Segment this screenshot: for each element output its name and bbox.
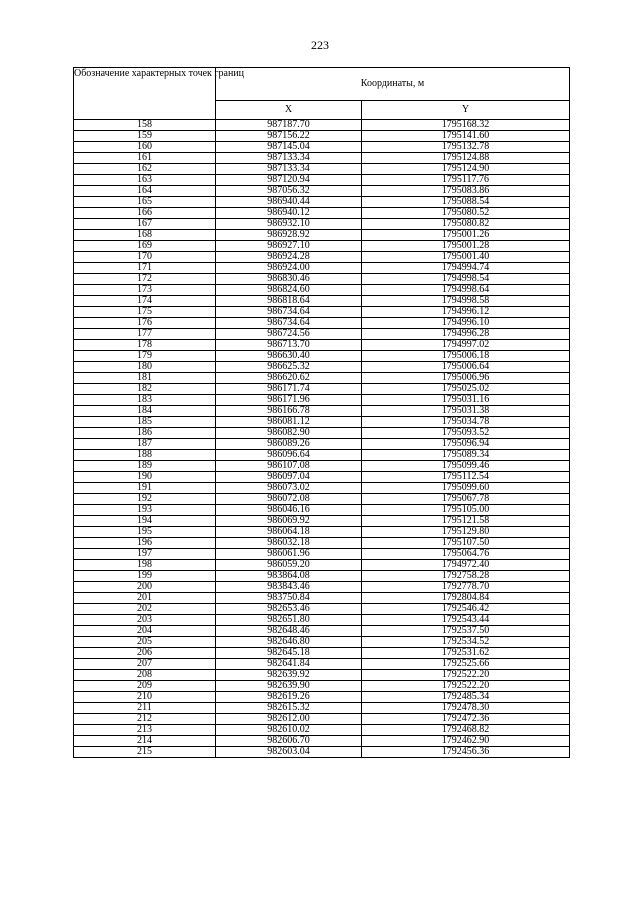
point-id-cell: 204 (74, 626, 216, 637)
point-id-cell: 178 (74, 340, 216, 351)
x-coordinate-cell: 986940.12 (216, 208, 362, 219)
x-coordinate-cell: 986089.26 (216, 439, 362, 450)
y-coordinate-cell: 1792472.36 (362, 714, 570, 725)
table-row (74, 208, 570, 219)
point-id-cell: 162 (74, 164, 216, 175)
point-id-cell: 174 (74, 296, 216, 307)
table-row (74, 131, 570, 142)
x-coordinate-cell: 982639.92 (216, 670, 362, 681)
point-id-cell: 205 (74, 637, 216, 648)
table-row (74, 483, 570, 494)
y-coordinate-cell: 1795031.16 (362, 395, 570, 406)
table-row (74, 373, 570, 384)
x-coordinate-cell: 982603.04 (216, 747, 362, 758)
y-coordinate-cell: 1792456.36 (362, 747, 570, 758)
y-coordinate-cell: 1792462.90 (362, 736, 570, 747)
table-row (74, 450, 570, 461)
point-id-cell: 170 (74, 252, 216, 263)
y-coordinate-cell: 1795006.64 (362, 362, 570, 373)
point-id-cell: 195 (74, 527, 216, 538)
point-id-cell: 202 (74, 604, 216, 615)
point-id-cell: 175 (74, 307, 216, 318)
x-coordinate-cell: 986064.18 (216, 527, 362, 538)
table-row (74, 219, 570, 230)
table-row (74, 593, 570, 604)
y-coordinate-cell: 1795001.26 (362, 230, 570, 241)
x-coordinate-cell: 986830.46 (216, 274, 362, 285)
x-coordinate-cell: 986734.64 (216, 318, 362, 329)
table-row (74, 164, 570, 175)
point-id-cell: 161 (74, 153, 216, 164)
table-row (74, 362, 570, 373)
point-id-cell: 190 (74, 472, 216, 483)
table-row (74, 692, 570, 703)
table-row (74, 461, 570, 472)
point-id-cell: 184 (74, 406, 216, 417)
x-coordinate-cell: 986924.00 (216, 263, 362, 274)
y-coordinate-cell: 1795132.78 (362, 142, 570, 153)
y-coordinate-cell: 1795099.46 (362, 461, 570, 472)
point-id-cell: 181 (74, 373, 216, 384)
y-coordinate-cell: 1795001.40 (362, 252, 570, 263)
y-coordinate-cell: 1792531.62 (362, 648, 570, 659)
point-id-cell: 187 (74, 439, 216, 450)
x-coordinate-cell: 982610.02 (216, 725, 362, 736)
point-id-cell: 198 (74, 560, 216, 571)
y-coordinate-cell: 1792525.66 (362, 659, 570, 670)
y-coordinate-cell: 1795006.18 (362, 351, 570, 362)
y-coordinate-cell: 1794998.58 (362, 296, 570, 307)
coordinates-table (73, 67, 570, 758)
table-row (74, 153, 570, 164)
point-id-cell: 188 (74, 450, 216, 461)
point-id-cell: 177 (74, 329, 216, 340)
table-row (74, 274, 570, 285)
point-id-cell: 189 (74, 461, 216, 472)
x-coordinate-cell: 987156.22 (216, 131, 362, 142)
x-coordinate-cell: 986096.64 (216, 450, 362, 461)
point-id-cell: 160 (74, 142, 216, 153)
y-coordinate-cell: 1795080.82 (362, 219, 570, 230)
y-coordinate-cell: 1792522.20 (362, 681, 570, 692)
point-id-cell: 213 (74, 725, 216, 736)
y-coordinate-cell: 1795006.96 (362, 373, 570, 384)
x-coordinate-cell: 982606.70 (216, 736, 362, 747)
point-id-cell: 172 (74, 274, 216, 285)
x-coordinate-cell: 982653.46 (216, 604, 362, 615)
x-coordinate-cell: 986073.02 (216, 483, 362, 494)
x-coordinate-cell: 983864.08 (216, 571, 362, 582)
point-id-cell: 200 (74, 582, 216, 593)
table-row (74, 252, 570, 263)
table-row (74, 681, 570, 692)
x-coordinate-cell: 986932.10 (216, 219, 362, 230)
y-coordinate-cell: 1794998.54 (362, 274, 570, 285)
point-id-cell: 201 (74, 593, 216, 604)
point-id-cell: 203 (74, 615, 216, 626)
y-coordinate-cell: 1792537.50 (362, 626, 570, 637)
table-row (74, 230, 570, 241)
table-row (74, 516, 570, 527)
table-row (74, 560, 570, 571)
y-coordinate-cell: 1795080.52 (362, 208, 570, 219)
table-row (74, 494, 570, 505)
y-coordinate-cell: 1795121.58 (362, 516, 570, 527)
x-coordinate-cell: 987133.34 (216, 153, 362, 164)
x-coordinate-cell: 982615.32 (216, 703, 362, 714)
table-row (74, 395, 570, 406)
table-row (74, 582, 570, 593)
x-coordinate-cell: 986713.70 (216, 340, 362, 351)
x-coordinate-cell: 986072.08 (216, 494, 362, 505)
x-coordinate-cell: 982612.00 (216, 714, 362, 725)
table-row (74, 241, 570, 252)
y-coordinate-cell: 1795089.34 (362, 450, 570, 461)
x-coordinate-cell: 987145.04 (216, 142, 362, 153)
table-row (74, 703, 570, 714)
x-coordinate-cell: 986620.62 (216, 373, 362, 384)
x-coordinate-cell: 986171.74 (216, 384, 362, 395)
y-coordinate-cell: 1794996.28 (362, 329, 570, 340)
point-id-cell: 186 (74, 428, 216, 439)
point-id-cell: 163 (74, 175, 216, 186)
y-coordinate-cell: 1795031.38 (362, 406, 570, 417)
x-coordinate-cell: 986107.08 (216, 461, 362, 472)
point-id-cell: 164 (74, 186, 216, 197)
point-id-cell: 191 (74, 483, 216, 494)
y-coordinate-cell: 1795117.76 (362, 175, 570, 186)
point-id-cell: 180 (74, 362, 216, 373)
y-coordinate-cell: 1792804.84 (362, 593, 570, 604)
y-coordinate-cell: 1792485.34 (362, 692, 570, 703)
x-coordinate-cell: 982619.26 (216, 692, 362, 703)
y-coordinate-cell: 1792534.52 (362, 637, 570, 648)
point-id-cell: 166 (74, 208, 216, 219)
table-row (74, 197, 570, 208)
point-id-cell: 209 (74, 681, 216, 692)
table-row (74, 626, 570, 637)
y-coordinate-cell: 1794994.74 (362, 263, 570, 274)
x-coordinate-cell: 982651.80 (216, 615, 362, 626)
y-coordinate-cell: 1795064.76 (362, 549, 570, 560)
header-coordinates: Координаты, м (216, 68, 570, 101)
x-coordinate-cell: 982641.84 (216, 659, 362, 670)
point-id-cell: 215 (74, 747, 216, 758)
y-coordinate-cell: 1795141.60 (362, 131, 570, 142)
x-coordinate-cell: 986166.78 (216, 406, 362, 417)
table-row (74, 615, 570, 626)
point-id-cell: 193 (74, 505, 216, 516)
point-id-cell: 210 (74, 692, 216, 703)
table-row (74, 439, 570, 450)
x-coordinate-cell: 986046.16 (216, 505, 362, 516)
y-coordinate-cell: 1792522.20 (362, 670, 570, 681)
table-row (74, 549, 570, 560)
x-coordinate-cell: 986940.44 (216, 197, 362, 208)
y-coordinate-cell: 1792546.42 (362, 604, 570, 615)
x-coordinate-cell: 986927.10 (216, 241, 362, 252)
point-id-cell: 168 (74, 230, 216, 241)
table-row (74, 329, 570, 340)
point-id-cell: 169 (74, 241, 216, 252)
table-row (74, 714, 570, 725)
x-coordinate-cell: 986069.92 (216, 516, 362, 527)
table-row (74, 736, 570, 747)
table-row (74, 285, 570, 296)
x-coordinate-cell: 986928.92 (216, 230, 362, 241)
table-row (74, 340, 570, 351)
page-number: 223 (311, 38, 329, 52)
table-row (74, 186, 570, 197)
y-coordinate-cell: 1795093.52 (362, 428, 570, 439)
header-point-name: Обозначение характерных точек границ (74, 68, 216, 120)
table-row (74, 725, 570, 736)
point-id-cell: 199 (74, 571, 216, 582)
x-coordinate-cell: 987056.32 (216, 186, 362, 197)
y-coordinate-cell: 1795067.78 (362, 494, 570, 505)
table-row (74, 472, 570, 483)
point-id-cell: 165 (74, 197, 216, 208)
point-id-cell: 197 (74, 549, 216, 560)
x-coordinate-cell: 983843.46 (216, 582, 362, 593)
x-coordinate-cell: 987133.34 (216, 164, 362, 175)
y-coordinate-cell: 1792543.44 (362, 615, 570, 626)
point-id-cell: 159 (74, 131, 216, 142)
y-coordinate-cell: 1794997.02 (362, 340, 570, 351)
point-id-cell: 196 (74, 538, 216, 549)
x-coordinate-cell: 986924.28 (216, 252, 362, 263)
y-coordinate-cell: 1794996.10 (362, 318, 570, 329)
x-coordinate-cell: 986097.04 (216, 472, 362, 483)
y-coordinate-cell: 1795099.60 (362, 483, 570, 494)
x-coordinate-cell: 986059.20 (216, 560, 362, 571)
x-coordinate-cell: 986081.12 (216, 417, 362, 428)
y-coordinate-cell: 1795107.50 (362, 538, 570, 549)
table-row (74, 659, 570, 670)
table-body (74, 120, 570, 758)
x-coordinate-cell: 986724.56 (216, 329, 362, 340)
point-id-cell: 214 (74, 736, 216, 747)
table-row (74, 637, 570, 648)
table-row (74, 747, 570, 758)
y-coordinate-cell: 1795168.32 (362, 120, 570, 131)
point-id-cell: 207 (74, 659, 216, 670)
x-coordinate-cell: 986824.60 (216, 285, 362, 296)
table-row (74, 384, 570, 395)
point-id-cell: 185 (74, 417, 216, 428)
y-coordinate-cell: 1792468.82 (362, 725, 570, 736)
x-coordinate-cell: 986630.40 (216, 351, 362, 362)
point-id-cell: 179 (74, 351, 216, 362)
table-row (74, 670, 570, 681)
y-coordinate-cell: 1792478.30 (362, 703, 570, 714)
table-row (74, 417, 570, 428)
x-coordinate-cell: 986061.96 (216, 549, 362, 560)
table-row (74, 351, 570, 362)
table-row (74, 307, 570, 318)
x-coordinate-cell: 987120.94 (216, 175, 362, 186)
x-coordinate-cell: 986032.18 (216, 538, 362, 549)
header-y: Y (362, 100, 570, 120)
table-row (74, 318, 570, 329)
header-x: X (216, 100, 362, 120)
table-row (74, 571, 570, 582)
point-id-cell: 176 (74, 318, 216, 329)
table-row (74, 505, 570, 516)
table-row (74, 175, 570, 186)
point-id-cell: 171 (74, 263, 216, 274)
x-coordinate-cell: 982645.18 (216, 648, 362, 659)
x-coordinate-cell: 986818.64 (216, 296, 362, 307)
point-id-cell: 173 (74, 285, 216, 296)
point-id-cell: 182 (74, 384, 216, 395)
y-coordinate-cell: 1795129.80 (362, 527, 570, 538)
point-id-cell: 206 (74, 648, 216, 659)
table-row (74, 120, 570, 131)
point-id-cell: 183 (74, 395, 216, 406)
x-coordinate-cell: 986625.32 (216, 362, 362, 373)
y-coordinate-cell: 1795001.28 (362, 241, 570, 252)
table-row (74, 648, 570, 659)
y-coordinate-cell: 1795096.94 (362, 439, 570, 450)
point-id-cell: 167 (74, 219, 216, 230)
x-coordinate-cell: 982639.90 (216, 681, 362, 692)
y-coordinate-cell: 1795124.88 (362, 153, 570, 164)
table-row (74, 263, 570, 274)
point-id-cell: 194 (74, 516, 216, 527)
table-row (74, 296, 570, 307)
table-row (74, 428, 570, 439)
table-row (74, 527, 570, 538)
point-id-cell: 212 (74, 714, 216, 725)
y-coordinate-cell: 1795112.54 (362, 472, 570, 483)
table-row (74, 604, 570, 615)
y-coordinate-cell: 1795105.00 (362, 505, 570, 516)
table-row (74, 538, 570, 549)
x-coordinate-cell: 986734.64 (216, 307, 362, 318)
y-coordinate-cell: 1794996.12 (362, 307, 570, 318)
y-coordinate-cell: 1795083.86 (362, 186, 570, 197)
y-coordinate-cell: 1795034.78 (362, 417, 570, 428)
x-coordinate-cell: 987187.70 (216, 120, 362, 131)
x-coordinate-cell: 986082.90 (216, 428, 362, 439)
x-coordinate-cell: 986171.96 (216, 395, 362, 406)
point-id-cell: 192 (74, 494, 216, 505)
y-coordinate-cell: 1794998.64 (362, 285, 570, 296)
y-coordinate-cell: 1795025.02 (362, 384, 570, 395)
x-coordinate-cell: 983750.84 (216, 593, 362, 604)
y-coordinate-cell: 1795088.54 (362, 197, 570, 208)
point-id-cell: 208 (74, 670, 216, 681)
y-coordinate-cell: 1792778.70 (362, 582, 570, 593)
x-coordinate-cell: 982646.80 (216, 637, 362, 648)
x-coordinate-cell: 982648.46 (216, 626, 362, 637)
table-row (74, 406, 570, 417)
point-id-cell: 158 (74, 120, 216, 131)
table-row (74, 142, 570, 153)
y-coordinate-cell: 1795124.90 (362, 164, 570, 175)
point-id-cell: 211 (74, 703, 216, 714)
y-coordinate-cell: 1794972.40 (362, 560, 570, 571)
y-coordinate-cell: 1792758.28 (362, 571, 570, 582)
